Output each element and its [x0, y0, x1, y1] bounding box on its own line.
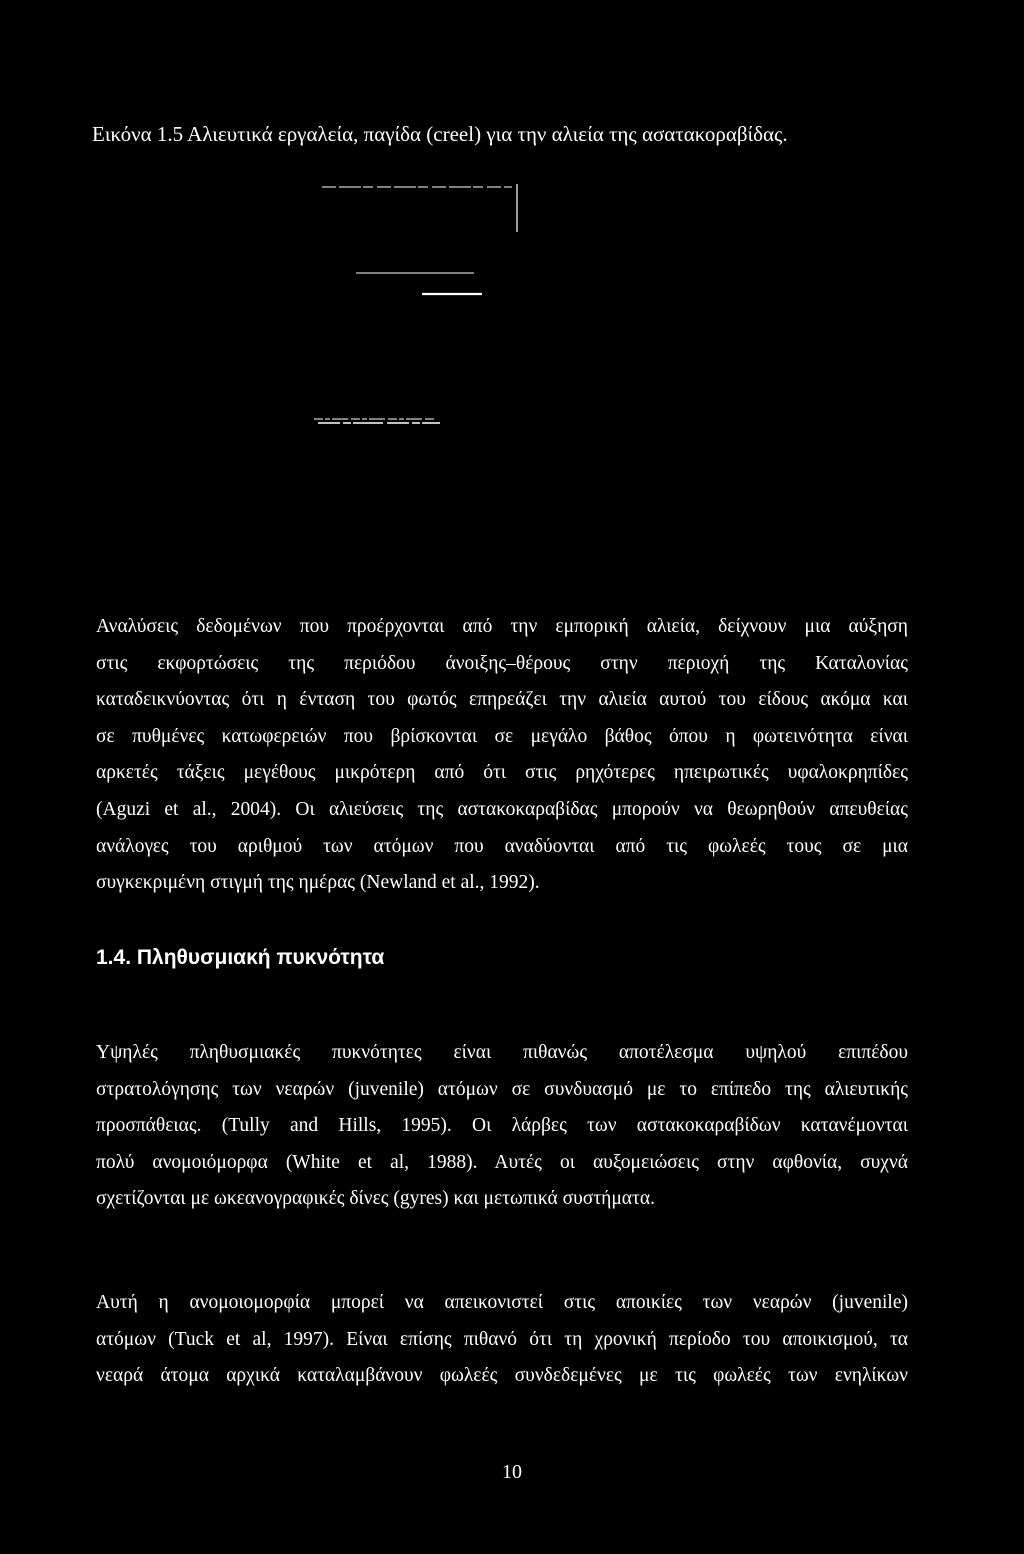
page-number: 10 — [502, 1461, 522, 1483]
paragraph-line: καταδεικνύοντας ότι η ένταση του φωτός επηρεάζει την αλιεία αυτού του είδους ακόμα και — [96, 689, 908, 711]
paragraph-population-density — [96, 1035, 908, 1218]
paragraph-line: Αυτή η ανομοιομορφία μπορεί να απεικονιστεί στις αποικίες των νεαρών (juvenile) — [96, 1292, 908, 1313]
paragraph-line: πολύ ανομοιόμορφα (White et al, 1988). Αυτές οι αυξομειώσεις στην αφθονία, συχνά — [96, 1151, 908, 1173]
paragraph-line: ανάλογες του αριθμού των ατόμων που αναδύονται από τις φωλεές τους σε μια — [96, 835, 908, 857]
creel-figure-drawing — [300, 170, 540, 440]
figure-image-creel — [300, 170, 540, 440]
paragraph-line: νεαρά άτομα αρχικά καταλαμβάνουν φωλεές συνδεδεμένες με τις φωλεές των ενηλίκων — [96, 1365, 908, 1387]
paragraph-line: προσπάθειας. (Tully and Hills, 1995). Οι λάρβες των αστακοκαραβίδων κατανέμονται — [96, 1115, 908, 1137]
paragraph-line: σχετίζονται με ωκεανογραφικές δίνες (gyres) και μετωπικά συστήματα. — [96, 1188, 655, 1210]
paragraph-line: ατόμων (Tuck et al, 1997). Είναι επίσης πιθανό ότι τη χρονική περίοδο του αποικισμού, τα — [96, 1328, 908, 1350]
paragraph-line: συγκεκριμένη στιγμή της ημέρας (Newland et al., 1992). — [96, 872, 540, 894]
paragraph-juvenile-colonies — [96, 1285, 908, 1395]
paragraph-line: Αναλύσεις δεδομένων που προέρχονται από την εμπορική αλιεία, δείχνουν μια αύξηση — [96, 616, 908, 637]
paragraph-line: σε πυθμένες κατωφερειών που βρίσκονται σε μεγάλο βάθος όπου η φωτεινότητα είναι — [96, 725, 908, 747]
paragraph-light-effect — [96, 609, 908, 902]
figure-caption: Εικόνα 1.5 Αλιευτικά εργαλεία, παγίδα (creel) για την αλιεία της ασατακοραβίδας. — [92, 122, 788, 146]
paragraph-line: στις εκφορτώσεις της περιόδου άνοιξης–θέρους στην περιοχή της Καταλονίας — [96, 652, 908, 674]
paragraph-line: στρατολόγησης των νεαρών (juvenile) ατόμων σε συνδυασμό με το επίπεδο της αλιευτικής — [96, 1078, 908, 1100]
section-heading: 1.4. Πληθυσμιακή πυκνότητα — [96, 946, 385, 969]
paragraph-line: Υψηλές πληθυσμιακές πυκνότητες είναι πιθανώς αποτέλεσμα υψηλού επιπέδου — [96, 1042, 908, 1063]
paragraph-line: (Aguzi et al., 2004). Οι αλιεύσεις της αστακοκαραβίδας μπορούν να θεωρηθούν απευθείας — [96, 798, 908, 820]
paragraph-line: αρκετές τάξεις μεγέθους μικρότερη από ότι στις ρηχότερες ηπειρωτικές υφαλοκρηπίδες — [96, 762, 908, 784]
